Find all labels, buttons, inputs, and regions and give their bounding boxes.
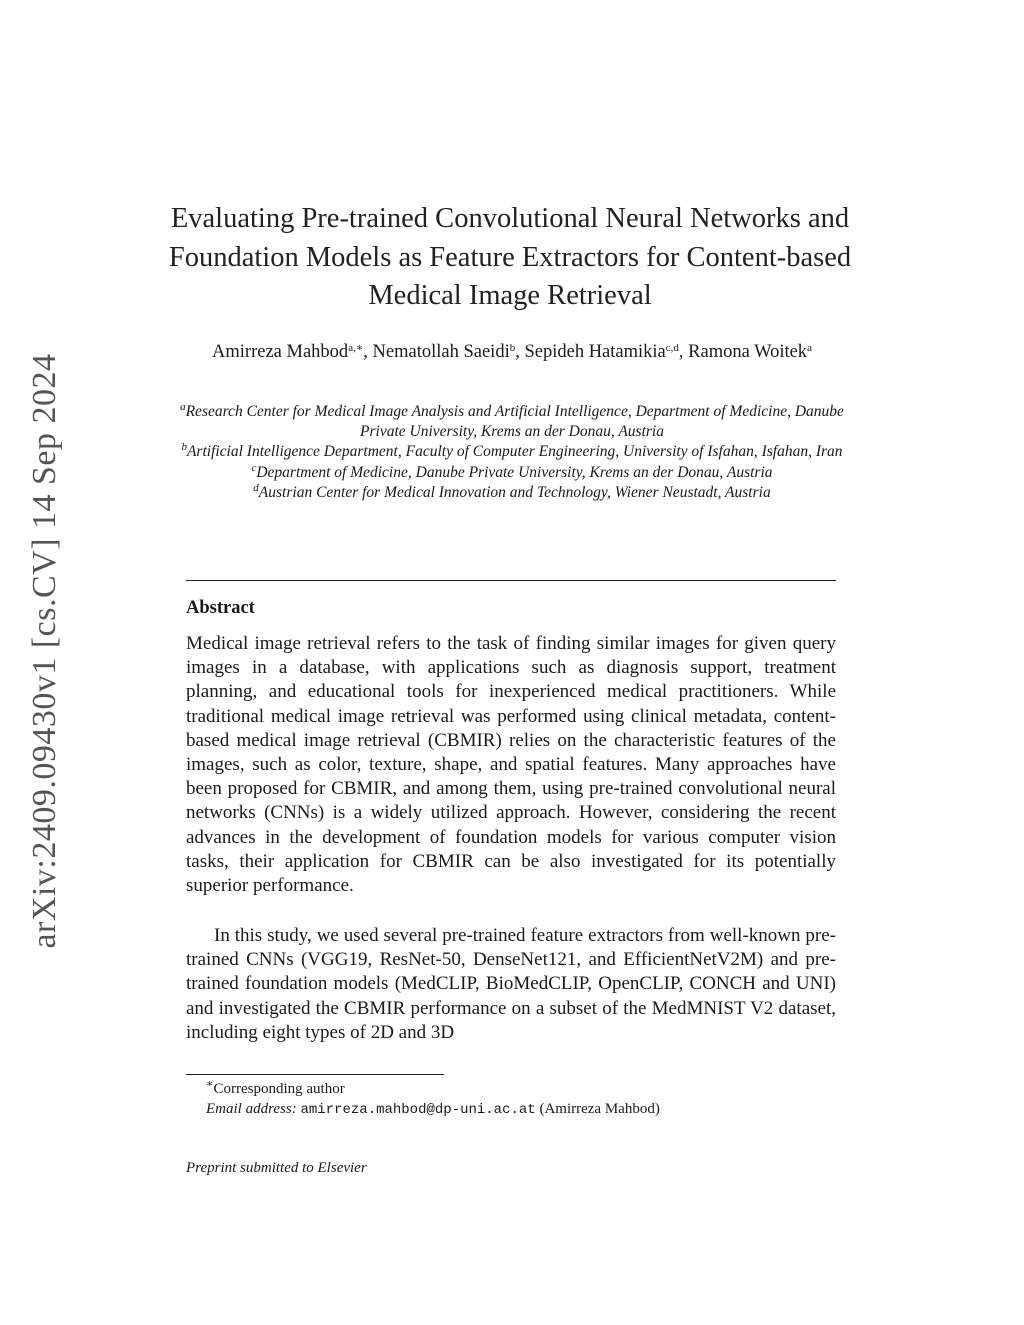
email-address[interactable]: amirreza.mahbod@dp-uni.ac.at: [300, 1102, 536, 1118]
corresponding-author-note: [206, 1079, 660, 1099]
author-affiliation-mark: a: [807, 342, 812, 354]
abstract-top-rule: [186, 580, 836, 581]
affiliation-mark: d: [253, 481, 259, 494]
affiliation-text: Department of Medicine, Danube Private University, Krems an der Donau, Austria: [256, 463, 773, 481]
preprint-note: Preprint submitted to Elsevier: [186, 1160, 367, 1176]
footnote-mark: ∗: [206, 1078, 214, 1090]
affiliation-text: Research Center for Medical Image Analysis and Artificial Intelligence, Department of Medicine, Danube Private University, Krems an der Donau, Austria: [185, 403, 844, 441]
affiliation-mark: c: [251, 461, 257, 474]
affiliation-mark: a: [180, 401, 186, 413]
affiliation: [176, 402, 848, 442]
author-separator: ,: [515, 342, 525, 362]
abstract-paragraph: Medical image retrieval refers to the task of finding similar images for given query images in a database, with applications such as diagnosis support, treatment planning, and educational tools for inexperienced medical practitioners. While traditional medical image retrieval was performed using clinical metadata, content-based medical image retrieval (CBMIR) relies on the characteristic features of the images, such as color, texture, shape, and spatial features. Many approaches have been proposed for CBMIR, and among them, using pre-trained convolutional neural networks (CNNs) is a widely utilized approach. However, considering the recent advances in the development of foundation models for various computer vision tasks, their application for CBMIR can be also investigated for its potentially superior performance.: [186, 633, 836, 897]
affiliation: [176, 483, 848, 503]
affiliation-text: Austrian Center for Medical Innovation and Technology, Wiener Neustadt, Austria: [258, 483, 771, 501]
affiliation: [176, 463, 848, 483]
footnote-rule: [186, 1074, 444, 1075]
affiliation-mark: b: [181, 441, 187, 454]
email-label: Email address:: [206, 1101, 297, 1117]
corresponding-author-label: Corresponding author: [213, 1081, 345, 1097]
abstract-paragraph: In this study, we used several pre-trained feature extractors from well-known pre-trained CNNs (VGG19, ResNet-50, DenseNet121, and EfficientNetV2M) and pre-trained foundation models (MedCLIP, BioMedCLIP, OpenCLIP, CONCH and UNI) and investigated the CBMIR performance on a subset of the MedMNIST V2 dataset, including eight types of 2D and 3D: [186, 925, 836, 1043]
affiliation-list: [176, 402, 848, 503]
affiliation: [176, 442, 848, 462]
author-separator: ,: [678, 342, 689, 362]
author-affiliation-mark: b: [509, 342, 516, 354]
email-owner: (Amirreza Mahbod): [539, 1101, 660, 1117]
affiliation-text: Artificial Intelligence Department, Faculty of Computer Engineering, University of Isfahan, Isfahan, Iran: [186, 443, 843, 461]
footnote: [206, 1079, 660, 1120]
author-separator: ,: [363, 342, 373, 362]
author-name: Nematollah Saeidi: [372, 342, 510, 362]
arxiv-identifier: arXiv:2409.09430v1 [cs.CV] 14 Sep 2024: [26, 353, 63, 949]
author-name: Amirreza Mahbod: [212, 342, 349, 362]
abstract-heading: Abstract: [186, 598, 255, 618]
author-list: [170, 340, 854, 364]
email-line: [206, 1099, 660, 1120]
author-name: Ramona Woitek: [688, 342, 808, 362]
paper-title: Evaluating Pre-trained Convolutional Neural Networks and Foundation Models as Feature Extractors for Content-based Medical Image Retrieval: [168, 203, 852, 311]
author-name: Sepideh Hatamikia: [524, 342, 666, 362]
author-affiliation-mark: c,d: [665, 342, 679, 354]
author-affiliation-mark: a,∗: [348, 342, 364, 354]
arxiv-side-stamp: [0, 0, 90, 1325]
